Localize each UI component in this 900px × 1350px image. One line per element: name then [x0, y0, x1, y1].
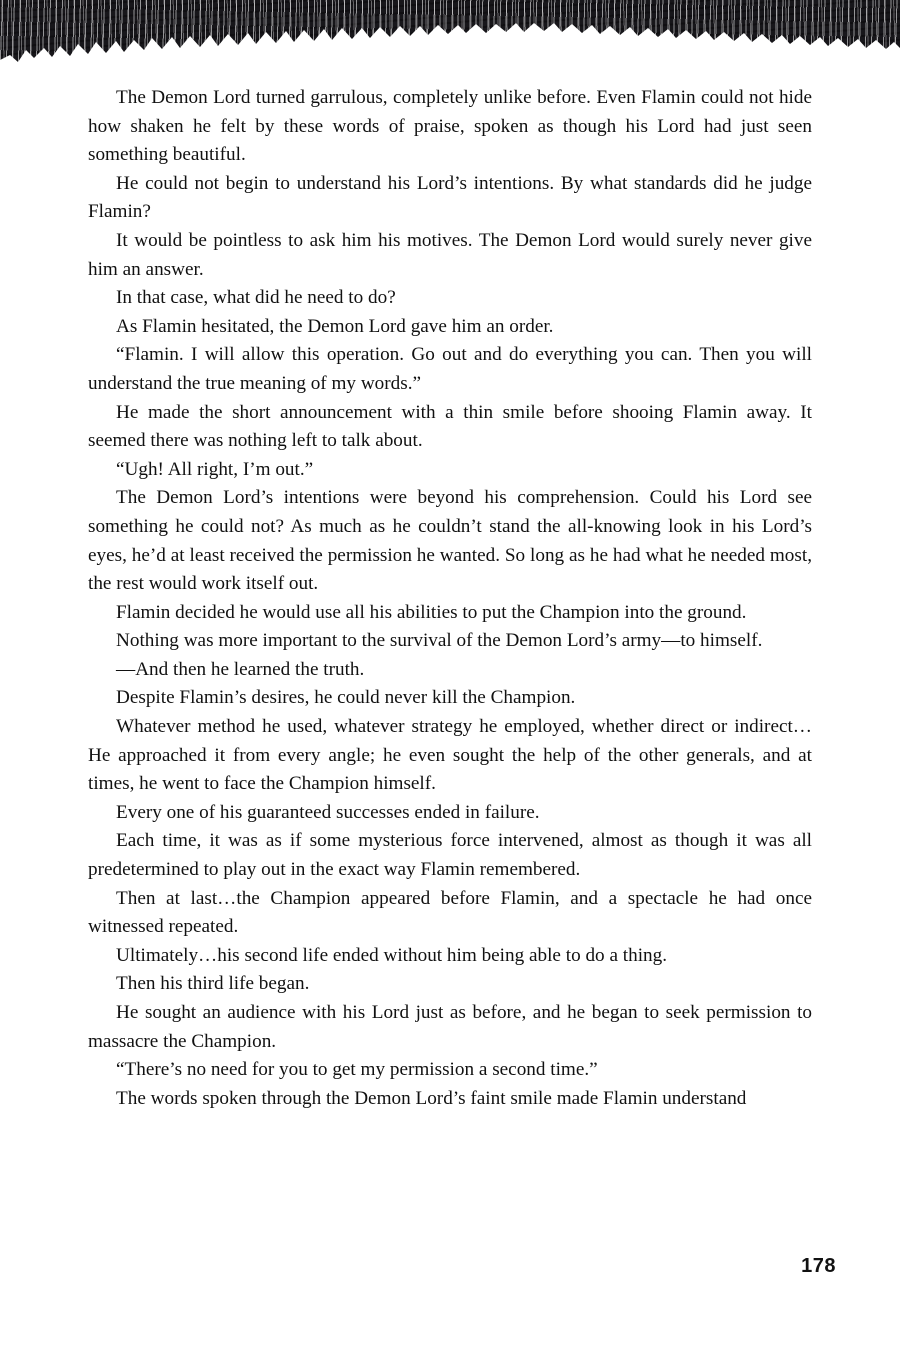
paragraph: As Flamin hesitated, the Demon Lord gave him an order.: [116, 315, 554, 337]
paragraph: “There’s no need for you to get my permission a second time.”: [116, 1059, 598, 1081]
paragraph-scene-break: —And then he learned the truth.: [116, 658, 365, 680]
paragraph: It would be pointless to ask him his motives. The Demon Lord would surely never give him an answer.: [88, 229, 812, 280]
paragraph: Each time, it was as if some mysterious force intervened, almost as though it was all predetermined to play out in the exact way Flamin remembered.: [88, 830, 812, 881]
paragraph: Ultimately…his second life ended without him being able to do a thing.: [116, 944, 668, 966]
paragraph: He could not begin to understand his Lord’s intentions. By what standards did he judge Flamin?: [88, 172, 812, 223]
paragraph: Flamin decided he would use all his abilities to put the Champion into the ground.: [116, 601, 747, 623]
paragraph: Nothing was more important to the survival of the Demon Lord’s army—to himself.: [116, 630, 763, 652]
paragraph: The Demon Lord turned garrulous, completely unlike before. Even Flamin could not hide how shaken he felt by these words of praise, spoken as though his Lord had just seen something beautiful.: [88, 87, 812, 166]
body-text-column: [88, 84, 812, 1113]
paragraph: The words spoken through the Demon Lord’s faint smile made Flamin understand: [116, 1087, 747, 1109]
paragraph: “Ugh! All right, I’m out.”: [116, 458, 314, 480]
paragraph: In that case, what did he need to do?: [116, 287, 396, 309]
paragraph: He sought an audience with his Lord just as before, and he began to seek permission to massacre the Champion.: [88, 1002, 812, 1052]
paragraph: Whatever method he used, whatever strategy he employed, whether direct or indirect… He approached it from every angle; he even sought the help of the other generals, and at times, he went to face the Champion himself.: [88, 716, 812, 795]
paragraph: Then his third life began.: [116, 973, 310, 995]
paragraph: Every one of his guaranteed successes ended in failure.: [116, 801, 540, 823]
paragraph: The Demon Lord’s intentions were beyond his comprehension. Could his Lord see something he could not? As much as he couldn’t stand the all-knowing look in his Lord’s eyes, he’d at least received the permission he wanted. So long as he had what he needed most, the rest would work itself out.: [88, 487, 812, 595]
paragraph: Then at last…the Champion appeared before Flamin, and a spectacle he had once witnessed repeated.: [88, 887, 812, 938]
paragraph: Despite Flamin’s desires, he could never kill the Champion.: [116, 687, 576, 709]
paragraph: “Flamin. I will allow this operation. Go out and do everything you can. Then you will understand the true meaning of my words.”: [88, 344, 812, 394]
page-number: 178: [801, 1255, 836, 1277]
paragraph: He made the short announcement with a thin smile before shooing Flamin away. It seemed there was nothing left to talk about.: [88, 401, 812, 452]
